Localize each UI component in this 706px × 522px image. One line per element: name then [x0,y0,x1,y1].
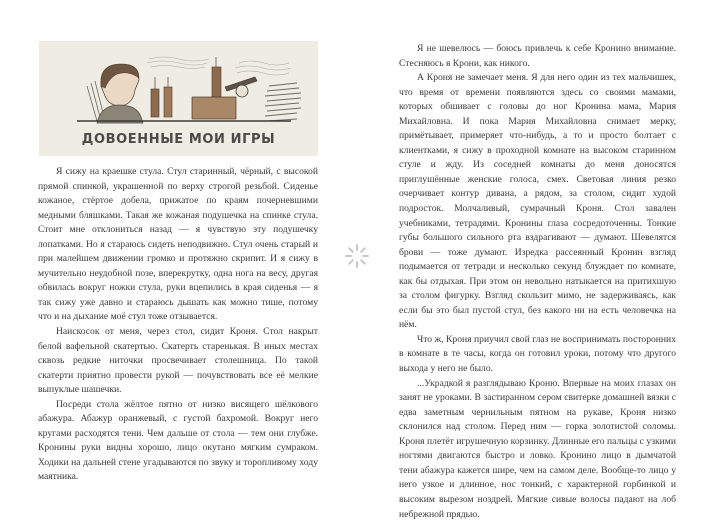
left-page [0,0,353,483]
paragraph: ...Украдкой я разглядываю Кроню. Впервые на моих глазах он занят не уроками. В застиранном сером свитерке домашней вязки с едва заметным чернильным пятном на рукаве, Кроня низко склонился над столом. Перед ним — горка золотистой соломы. Кроня плетёт игрушечную корзинку. Длинные его пальцы с узкими ногтями двигаются быстро и ловко. Кронино лицо в дымчатой тени абажура кажется шире, чем на самом деле. Вообще-то лицо у него узкое и длинное, нос тонкий, с характерной горбинкой и высоким вырезом ноздрей. Мягкие сивые волосы падают на лоб небрежной прядью. [399,377,676,520]
paragraph: Я не шевелюсь — боюсь привлечь к себе Кронино внимание. Стесняюсь я Крони, как никого. [399,43,676,69]
spinner-icon [344,243,370,269]
chapter-banner [39,41,318,156]
paragraph: А Кроня не замечает меня. Я для него один из тех мальчишек, что время от времени появляются здесь со своими мамами, которых обшивает с головы до ног Кронина мама, Мария Михайловна. И пока Мария Михайловна снимает мерку, примётывает, примеряет что-нибудь, а то и просто болтает с клиентками, я сижу в проходной комнате на высоком старинном стуле и жду. Из соседней комнаты до меня доносятся приглушённые женские голоса, смех. Световая линия резко очерчивает контур дивана, а рядом, за столом, сидит худой подросток. Молчаливый, сумрачный Кроня. Стол завален учебниками, тетрадями. Кронины глаза сосредоточенны. Тонкие губы большого сильного рта вздрагивают — думают. Шевелятся брови — тоже думают. Изредка рассеянный Кронин взгляд подымается от тетради и несколько секунд блуждает по комнате, как бы отдыхая. При этом он невольно натыкается на притихшую за столом фигурку. Взгляд скользит мимо, не задерживаясь, как если бы это был пустой стул, без какого ни на есть человечка на нём. [399,72,676,331]
paragraph: Я сижу на краешке стула. Стул старинный, чёрный, с высокой прямой спинкой, украшенной по верху строгой резьбой. Сиденье кожаное, стёртое добела, прижатое по краям почерневшими медными бляшками. Такая же кожаная подушечка на спинке стула. Стоит мне отклониться назад — я чувствую эту подушечку лопатками. Но я стараюсь сидеть неподвижно. Стул очень старый и при малейшем движении громко и протяжно скрипит. И я сижу в мучительно неудобной позе, вперекрутку, одна нога на весу, другая обвилась вокруг ножки стула, руки вцепились в края сиденья — я так сижу уже давно и стараюсь дышать как можно тише, потому что и на дыхание моё стул тоже отзывается. [38,166,318,323]
paragraph: Посреди стола жёлтое пятно от низко висящего шёлкового абажура. Абажур оранжевый, с густой бахромой. Вокруг него кругами расходятся тени. Чем дальше от стола — тем они глубже. Кронины руки видны хорошо, лицо окутано мягким сумраком. Ходики на дальней стене угадываются по звуку и торопливому ходу маятника. [38,398,318,483]
chapter-title: ДОВОЕННЫЕ МОИ ИГРЫ [81,132,276,147]
left-page-text [38,165,318,485]
paragraph: Наискосок от меня, через стол, сидит Кроня. Стол накрыт белой вафельной скатертью. Скатерть старенькая. В иных местах сквозь редкие ниточки просвечивает столешница. По такой скатерти приятно провести рукой — почувствовать все её мелкие выпуклые шашечки. [38,326,318,396]
right-page [353,0,706,520]
paragraph: Что ж, Кроня приучил свой глаз не воспринимать посторонних в комнате в те часы, когда он готовил уроки, потому что другого выхода у него не было. [399,333,676,375]
chapter-illustration [39,41,318,131]
right-page-text [399,42,676,522]
